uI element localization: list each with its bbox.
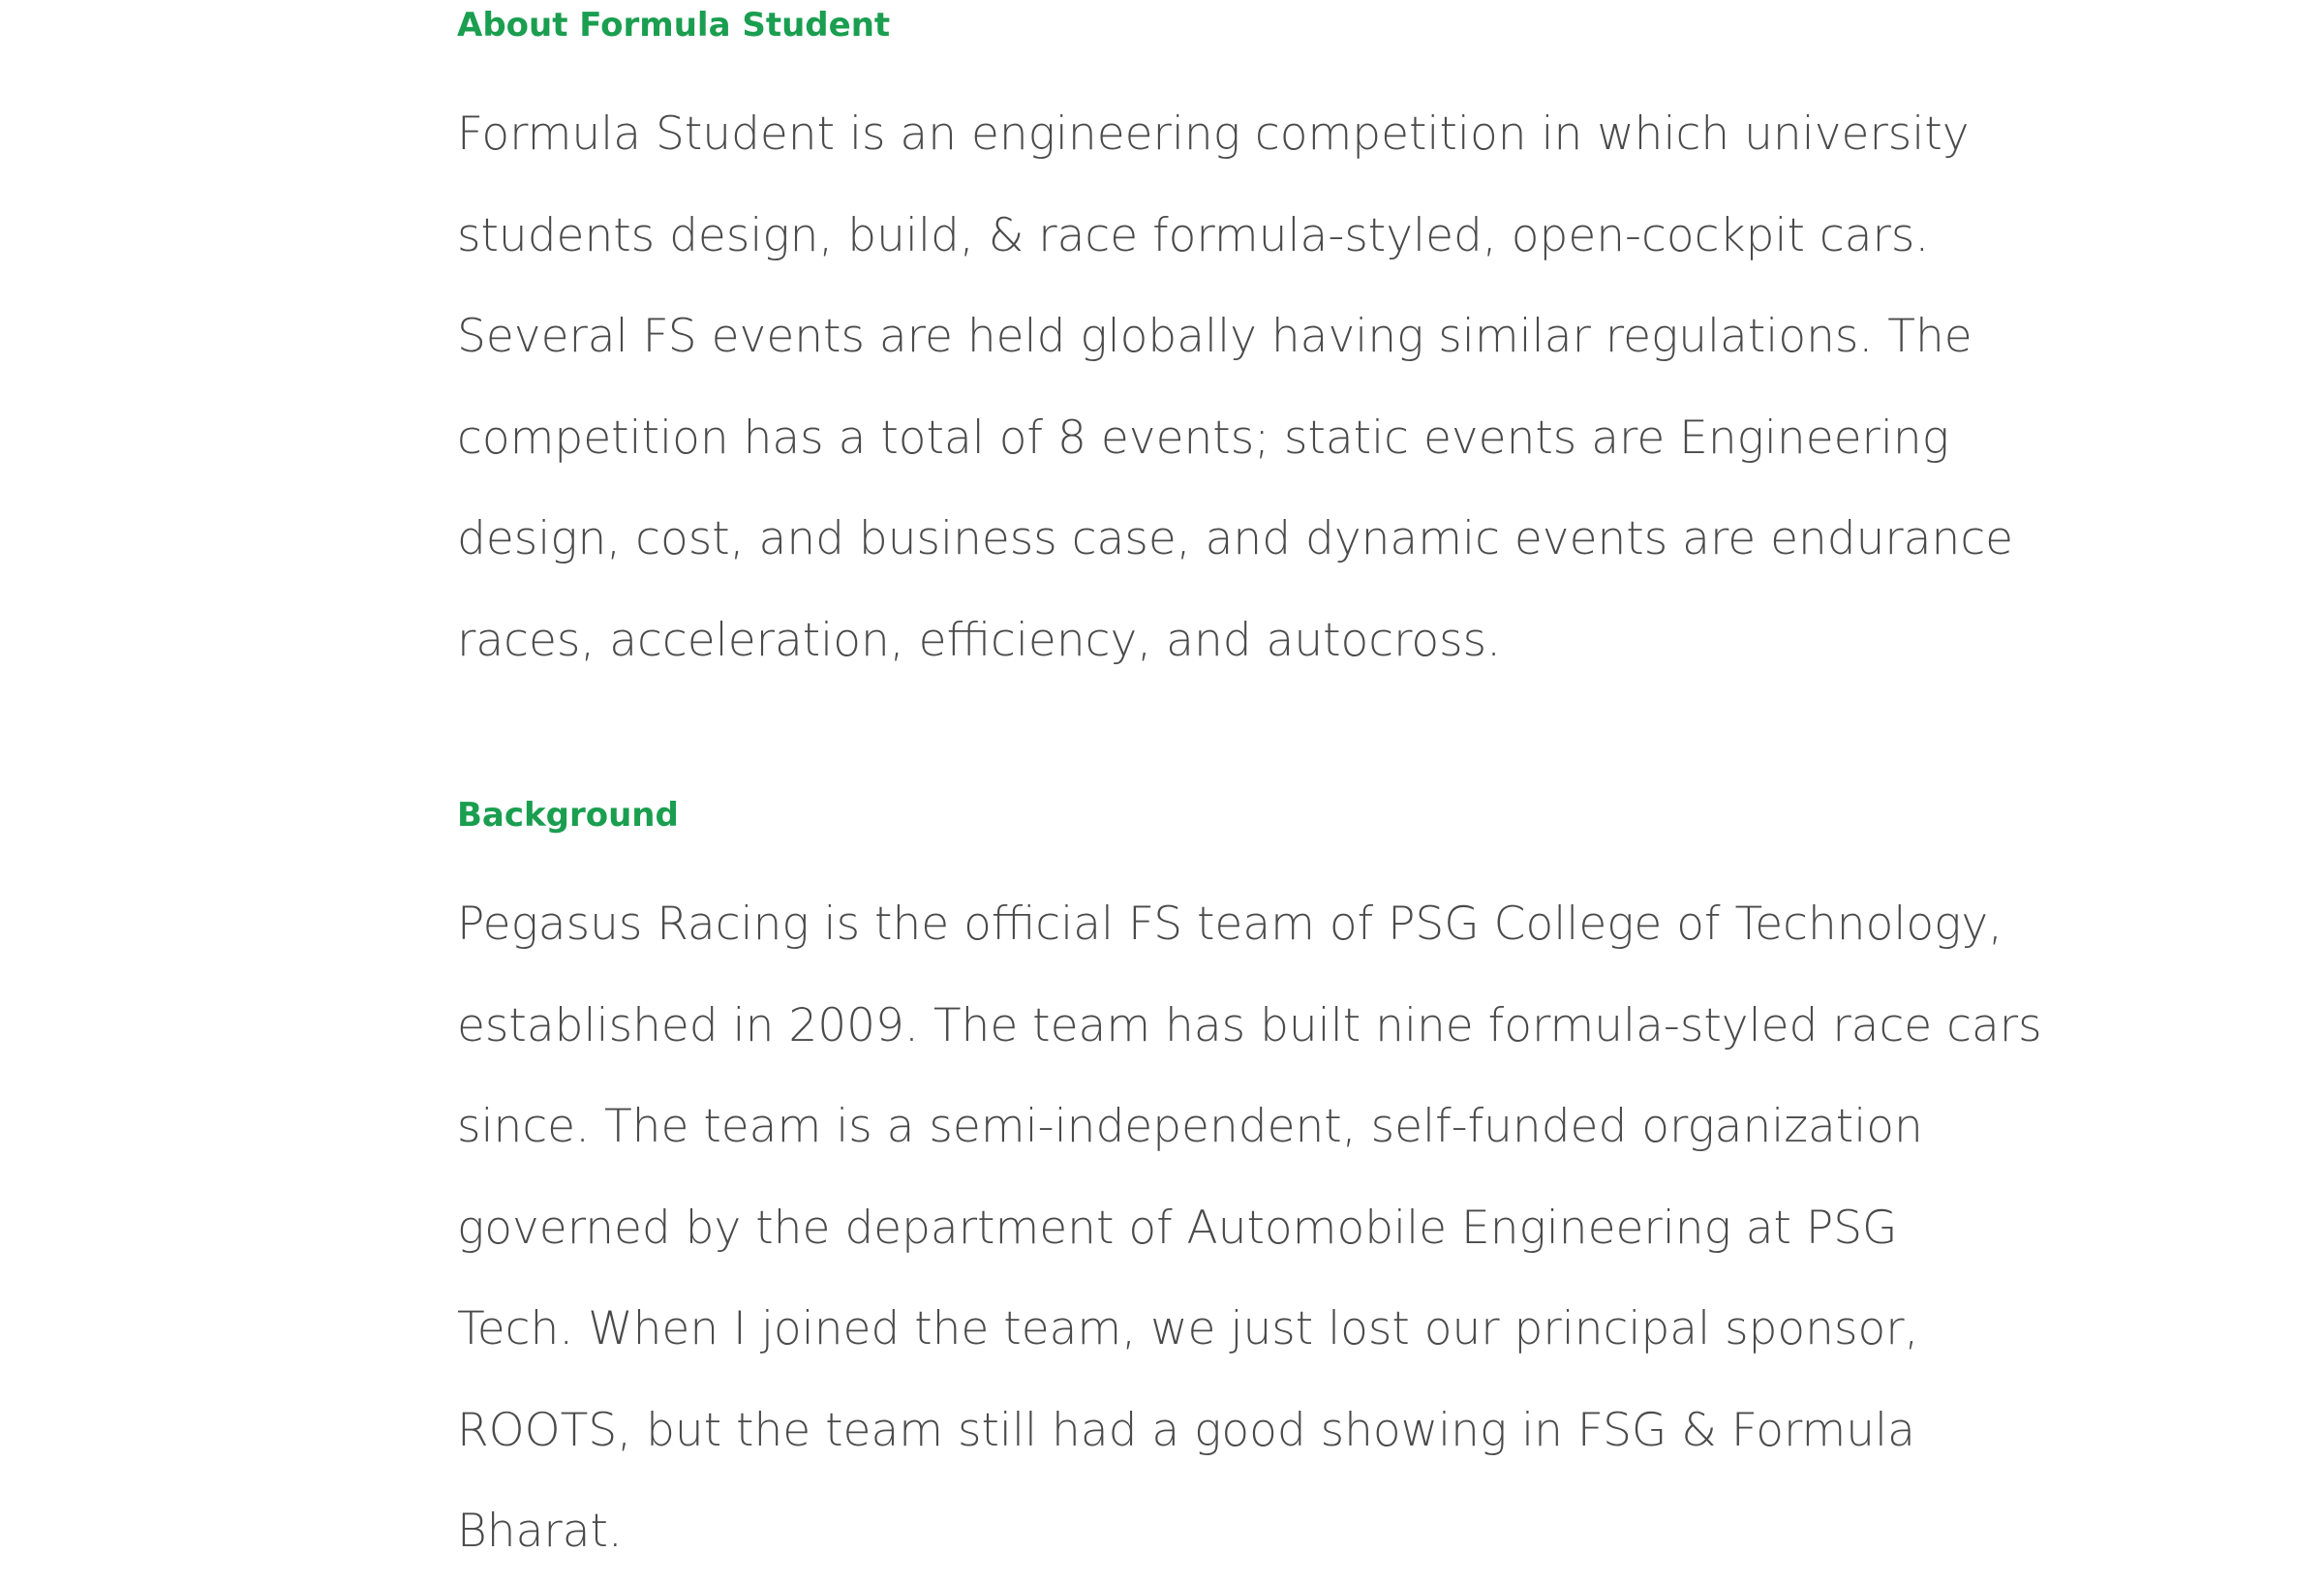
- article-content: [457, 0, 2042, 1583]
- paragraph-line: students design, build, & race formula-styled, open-cockpit cars.: [457, 208, 1930, 262]
- section-paragraph-about-formula-student: [457, 84, 2014, 691]
- paragraph-line: Tech. When I joined the team, we just lost our principal sponsor,: [457, 1302, 1919, 1355]
- paragraph-line: design, cost, and business case, and dynamic events are endurance: [457, 512, 2014, 565]
- paragraph-line: Bharat.: [457, 1505, 623, 1558]
- paragraph-line: Pegasus Racing is the official FS team of PSG College of Technology,: [457, 898, 2003, 951]
- paragraph-line: competition has a total of 8 events; static events are Engineering: [457, 411, 1949, 465]
- paragraph-line: established in 2009. The team has built nine formula-styled race cars: [457, 998, 2042, 1052]
- paragraph-line: governed by the department of Automobile Engineering at PSG: [457, 1201, 1898, 1255]
- section-paragraph-background: [457, 874, 2042, 1583]
- paragraph-line: since. The team is a semi-independent, self-funded organization: [457, 1100, 1923, 1153]
- section-heading-about-formula-student: About Formula Student: [457, 6, 891, 45]
- paragraph-line: Formula Student is an engineering competition in which university: [457, 107, 1970, 161]
- paragraph-line: Several FS events are held globally having similar regulations. The: [457, 310, 1972, 363]
- paragraph-line: races, acceleration, efficiency, and autocross.: [457, 613, 1502, 667]
- section-heading-background: Background: [457, 796, 679, 835]
- paragraph-line: ROOTS, but the team still had a good showing in FSG & Formula: [457, 1403, 1915, 1457]
